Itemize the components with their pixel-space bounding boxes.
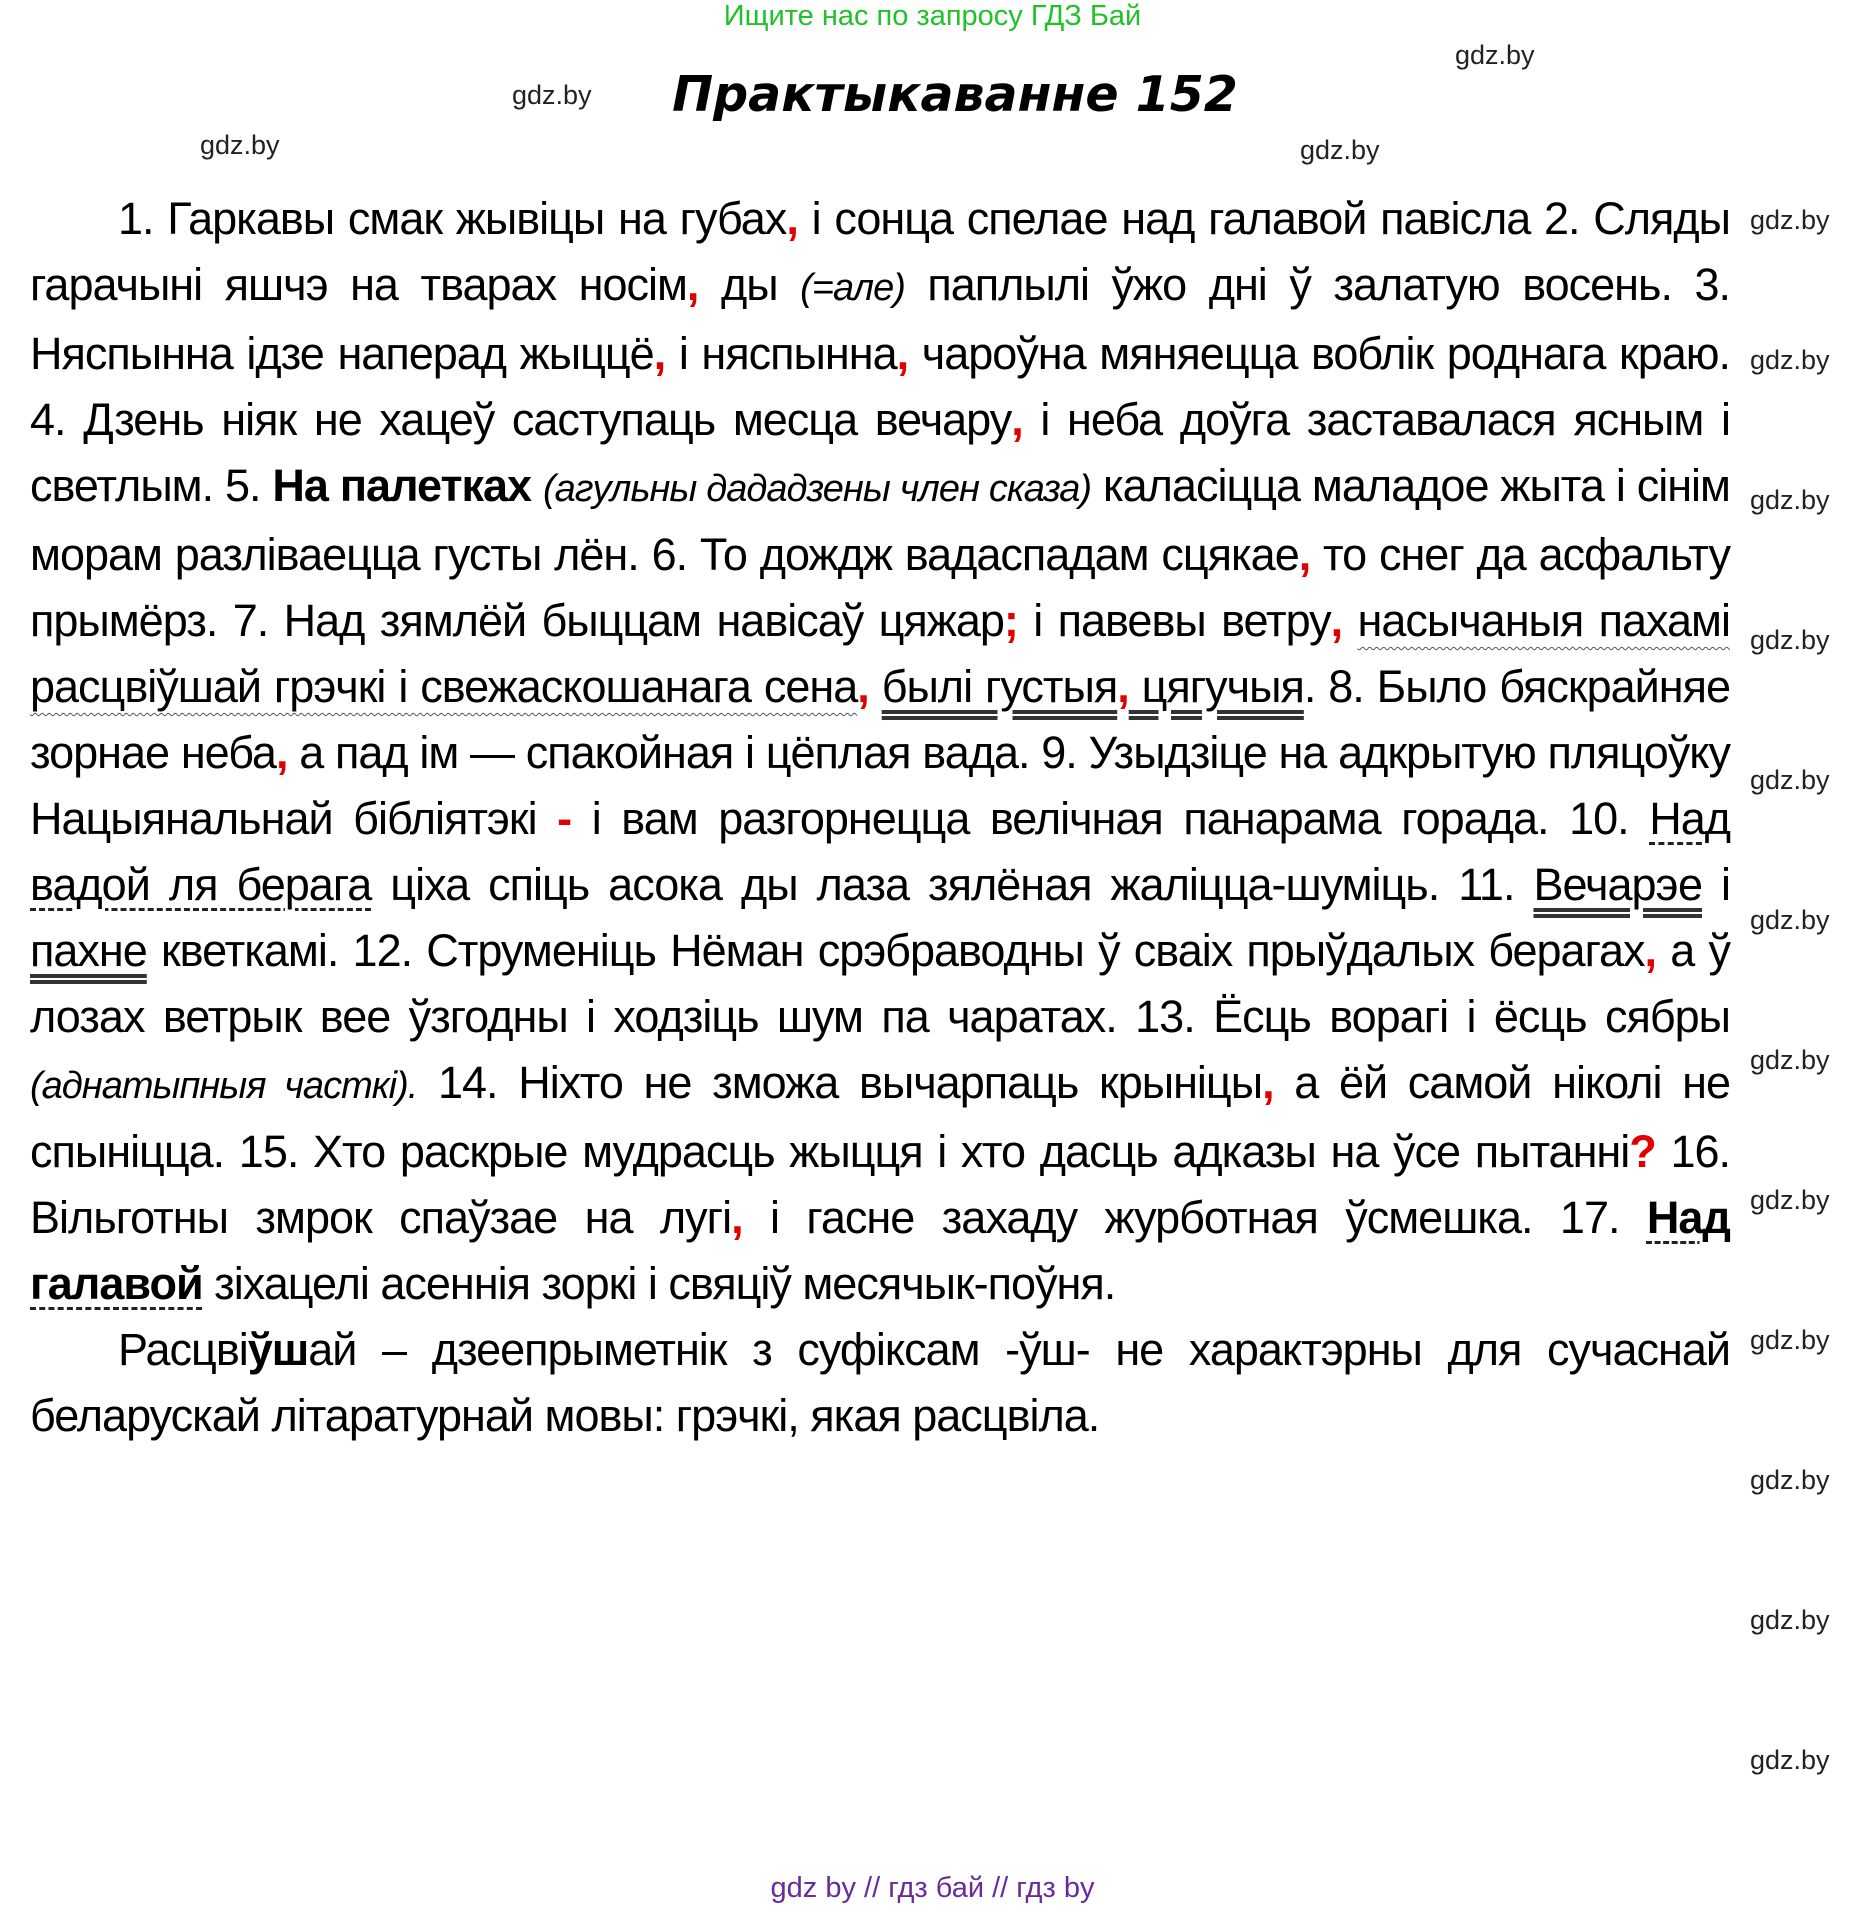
dash-underlined-adverbial: Над вадой ля берага <box>30 793 1731 910</box>
watermark: gdz.by <box>200 130 280 160</box>
red-punctuation: , <box>1262 1057 1274 1108</box>
text-segment: а ёй самой ніколі не спыніцца. 15. Хто раскрые мудрасць жыцця і хто дасць адказы на ўсе пытанні <box>30 1057 1730 1177</box>
watermark: gdz.by <box>1750 625 1830 655</box>
watermark: gdz.by <box>1750 1325 1830 1355</box>
text-segment <box>531 460 543 511</box>
text-segment: ціха спіць асока ды лаза зялёная жаліцца-шуміць. 11. <box>371 859 1534 910</box>
text-segment: чароўна мяняецца воблік роднага краю. 4. Дзень ніяк не хацеў саступаць месца вечару <box>30 328 1731 445</box>
paragraph <box>30 186 1730 1317</box>
text-segment: то снег да асфальту прымёрз. 7. Над зямлёй быццам навісаў цяжар <box>30 529 1730 646</box>
red-punctuation: , <box>857 661 869 712</box>
watermark: gdz.by <box>1750 1605 1830 1635</box>
footer-links: gdz by // гдз бай // гдз by <box>770 1872 1095 1904</box>
red-punctuation: , <box>1298 529 1311 580</box>
watermark: gdz.by <box>1300 135 1380 165</box>
exercise-title: Практыкаванне 152 <box>672 66 1238 123</box>
text-segment: а пад ім — спакойная і цёплая вада. 9. Узыдзіце на адкрытую пляцоўку Нацыянальнай бібліятэкі <box>30 727 1730 844</box>
exercise-text <box>30 186 1730 1449</box>
text-segment: і <box>1702 859 1731 910</box>
red-punctuation: , <box>1117 661 1129 712</box>
double-underlined-predicate: цягучыя <box>1128 661 1304 712</box>
watermark: gdz.by <box>1750 905 1830 935</box>
watermark: gdz.by <box>1750 1465 1830 1495</box>
text-segment: і няспынна <box>665 328 897 379</box>
text-segment: і вам разгорнецца велічная панарама горада. 10. <box>571 793 1650 844</box>
red-punctuation: , <box>275 727 288 778</box>
watermark: gdz.by <box>1750 205 1830 235</box>
watermark: gdz.by <box>1455 40 1535 70</box>
red-punctuation: , <box>896 328 909 379</box>
text-segment: кветкамі. 12. Струменіць Нёман срэбраводны ў сваіх прыўдалых берагах <box>146 925 1645 976</box>
dotted-underlined-adverbial: Над галавой <box>30 1192 1730 1309</box>
red-punctuation: - <box>557 793 572 844</box>
watermark: gdz.by <box>1750 1185 1830 1215</box>
text-segment <box>1342 595 1357 646</box>
red-punctuation: , <box>686 259 699 310</box>
text-segment: 1. Гаркавы смак жывіцы на губах <box>118 193 787 244</box>
red-punctuation: , <box>653 328 666 379</box>
double-underlined-predicate: Вечарэе <box>1533 859 1702 910</box>
text-segment: і неба доўга заставалася ясным і светлым. 5. <box>30 394 1730 511</box>
text-segment: і сонца спелае над галавой павісла 2. Сляды гарачыні яшчэ на тварах носім <box>30 193 1730 310</box>
watermark: gdz.by <box>512 80 592 110</box>
text-segment: паплылі ўжо дні ў залатую восень. 3. Няспынна ідзе наперад жыццё <box>30 259 1730 379</box>
watermark: gdz.by <box>1750 1745 1830 1775</box>
watermark: gdz.by <box>1750 765 1830 795</box>
watermark: gdz.by <box>1750 485 1830 515</box>
text-segment: . 8. Было бяскрайняе зорнае неба <box>30 661 1731 778</box>
double-underlined-predicate: былі густыя <box>881 661 1118 712</box>
text-segment: ай – дзеепрыметнік з суфіксам -ўш- не характэрны для сучаснай беларускай літаратурнай мовы: грэчкі, якая расцвіла. <box>30 1324 1730 1441</box>
italic-note: (=але) <box>800 267 905 309</box>
watermark: gdz.by <box>1750 345 1830 375</box>
search-hint-banner: Ищите нас по запросу ГДЗ Бай <box>723 0 1142 32</box>
italic-note: (аднатыпныя часткі). <box>30 1065 418 1107</box>
red-punctuation: ; <box>1003 595 1018 646</box>
red-punctuation: , <box>1330 595 1343 646</box>
text-segment: а ў лозах ветрык вее ўзгодны і ходзіць шум па чаратах. 13. Ёсць ворагі і ёсць сябры <box>30 925 1730 1042</box>
red-punctuation: , <box>786 193 798 244</box>
wavy-underlined-phrase: насычаныя пахамі расцвіўшай грэчкі і свежаскошанага сена <box>30 595 1730 712</box>
text-segment: і гасне захаду журботная ўсмешка. 17. <box>742 1192 1647 1243</box>
paragraph <box>30 1317 1730 1449</box>
italic-note: (агульны дададзены член сказа) <box>542 468 1092 510</box>
red-punctuation: , <box>731 1192 743 1243</box>
text-segment <box>869 661 882 712</box>
text-segment: 14. Ніхто не зможа вычарпаць крыніцы <box>417 1057 1263 1108</box>
double-underlined-predicate: пахне <box>30 925 147 976</box>
text-segment: і павевы ветру <box>1017 595 1331 646</box>
bold-term: На палетках <box>272 460 532 511</box>
red-punctuation: ? <box>1629 1126 1656 1177</box>
red-punctuation: , <box>1644 925 1657 976</box>
bold-term: ўш <box>247 1324 309 1375</box>
text-segment: 16. Вільготны змрок спаўзае на лугі <box>30 1126 1730 1243</box>
red-punctuation: , <box>1011 394 1023 445</box>
text-segment: Расцві <box>118 1324 248 1375</box>
text-segment: ды <box>698 259 801 310</box>
text-segment: каласіцца маладое жыта і сінім морам разліваецца густы лён. 6. То дождж вадаспадам сцякае <box>30 460 1730 580</box>
watermark: gdz.by <box>1750 1045 1830 1075</box>
text-segment: зіхацелі асеннія зоркі і свяціў месячык-поўня. <box>202 1258 1116 1309</box>
